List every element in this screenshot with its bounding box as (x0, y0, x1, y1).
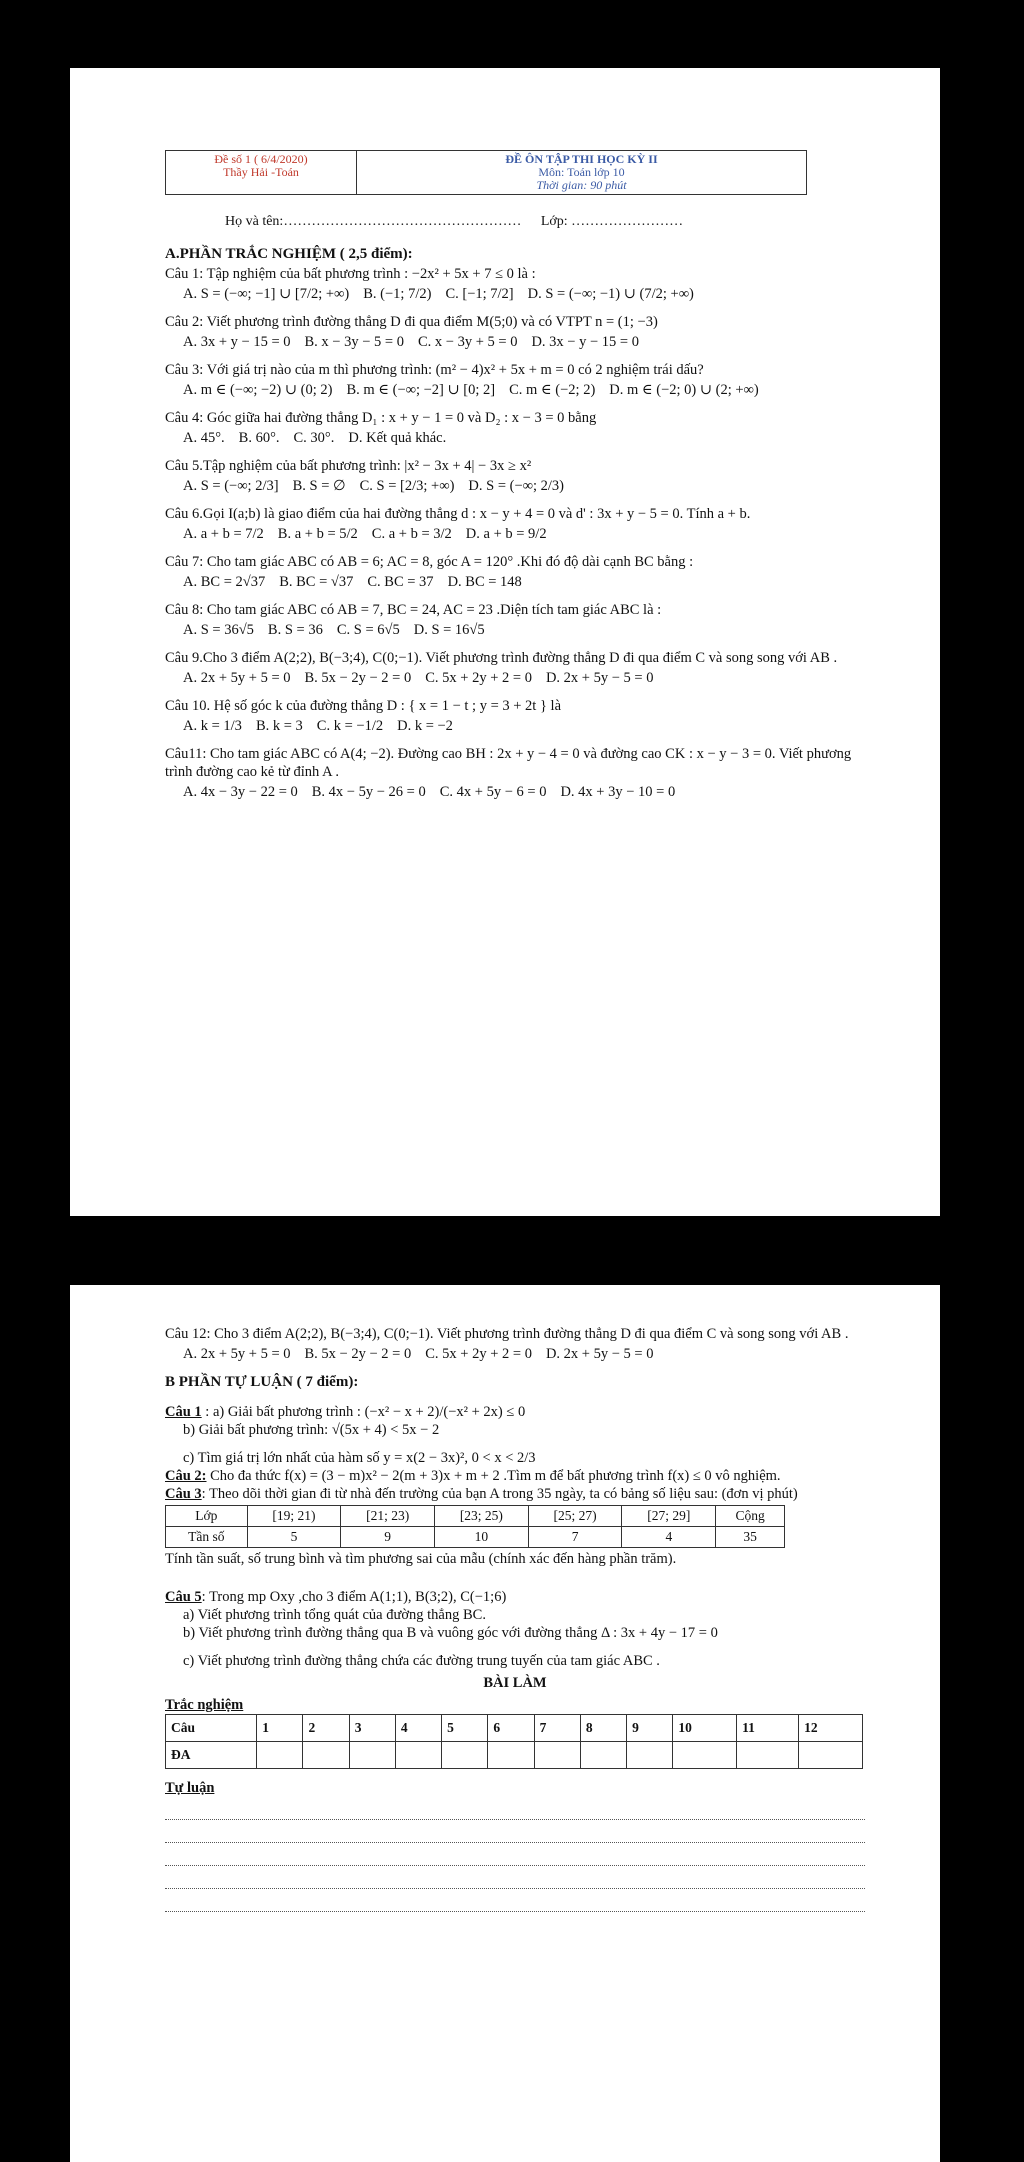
question-12-options (183, 1345, 865, 1363)
table-cell: 7 (528, 1527, 622, 1548)
option: D. 2x + 5y − 5 = 0 (545, 1346, 654, 1362)
table-cell: Tần số (166, 1527, 248, 1548)
question-3-text: Câu 3: Với giá trị nào của m thì phương trình: (m² − 4)x² + 5x + m = 0 có 2 nghiệm trái dấu? (165, 362, 704, 378)
table-cell: 3 (349, 1715, 395, 1742)
student-class-label: Lớp: …………………… (540, 214, 684, 229)
option: B. S = 36 (267, 622, 323, 638)
option: A. 2x + 5y + 5 = 0 (183, 1346, 291, 1362)
question-1-text: Câu 1: Tập nghiệm của bất phương trình : −2x² + 5x + 7 ≤ 0 là : (165, 266, 536, 282)
answer-cell[interactable] (580, 1742, 626, 1769)
table-cell: [25; 27) (528, 1506, 622, 1527)
option: B. 4x − 5y − 26 = 0 (311, 784, 426, 800)
essay-2 (165, 1467, 865, 1485)
option: D. S = 16√5 (413, 622, 485, 638)
question-list (165, 265, 865, 801)
table-cell: [19; 21) (247, 1506, 341, 1527)
question-5-options (183, 477, 865, 495)
question-9-options (183, 669, 865, 687)
answer-line[interactable] (165, 1797, 865, 1820)
essay-5c: c) Viết phương trình đường thẳng chứa các đường trung tuyến của tam giác ABC . (183, 1653, 660, 1669)
question-10-options (183, 717, 865, 735)
table-cell: 4 (622, 1527, 716, 1548)
option: B. 60°. (238, 430, 280, 446)
option: D. m ∈ (−2; 0) ∪ (2; +∞) (609, 382, 759, 398)
student-info (225, 213, 865, 231)
option: A. a + b = 7/2 (183, 526, 264, 542)
question-7-options (183, 573, 865, 591)
option: B. 5x − 2y − 2 = 0 (304, 1346, 412, 1362)
table-row (166, 1506, 785, 1527)
essay-5b: b) Viết phương trình đường thẳng qua B và vuông góc với đường thẳng Δ : 3x + 4y − 17 = 0 (183, 1625, 718, 1641)
option: A. 4x − 3y − 22 = 0 (183, 784, 298, 800)
table-cell: [21; 23) (341, 1506, 435, 1527)
essay-3 (165, 1485, 865, 1503)
essay-2-label: Câu 2: (165, 1468, 207, 1484)
table-cell: 9 (627, 1715, 673, 1742)
option: C. S = [2/3; +∞) (359, 478, 455, 494)
question-6-options (183, 525, 865, 543)
question-8-options (183, 621, 865, 639)
option: D. S = (−∞; 2/3) (468, 478, 564, 494)
option: A. S = (−∞; 2/3] (183, 478, 279, 494)
table-cell: [27; 29] (622, 1506, 716, 1527)
option: A. m ∈ (−∞; −2) ∪ (0; 2) (183, 382, 333, 398)
question-3-options (183, 381, 865, 399)
option: C. S = 6√5 (336, 622, 400, 638)
table-row (166, 1527, 785, 1548)
exam-subject: Môn: Toán lớp 10 (538, 165, 625, 179)
table-cell: Lớp (166, 1506, 248, 1527)
essay-1 (165, 1403, 865, 1421)
option: C. 4x + 5y − 6 = 0 (439, 784, 547, 800)
question-4-text: Câu 4: Góc giữa hai đường thẳng D₁ : x + y − 1 = 0 và D₂ : x − 3 = 0 bằng (165, 410, 597, 426)
answer-title: BÀI LÀM (483, 1675, 547, 1691)
option: B. 5x − 2y − 2 = 0 (304, 670, 412, 686)
table-cell: 4 (395, 1715, 441, 1742)
student-name-label: Họ và tên:…………………………………………… (225, 214, 522, 229)
option: C. [−1; 7/2] (445, 286, 514, 302)
essay-3-label: Câu 3 (165, 1486, 202, 1502)
option: D. BC = 148 (447, 574, 522, 590)
question-2-text: Câu 2: Viết phương trình đường thẳng D đi qua điểm M(5;0) và có VTPT n = (1; −3) (165, 314, 658, 330)
answer-line[interactable] (165, 1866, 865, 1889)
answer-cell[interactable] (349, 1742, 395, 1769)
page-2 (70, 1285, 940, 2162)
mc-label: Trắc nghiệm (165, 1697, 244, 1713)
exam-header (165, 150, 807, 195)
question-9-text: Câu 9.Cho 3 điểm A(2;2), B(−3;4), C(0;−1). Viết phương trình đường thẳng D đi qua điểm C và song song với AB . (165, 650, 838, 666)
option: B. S = ∅ (292, 478, 346, 494)
question-12-text: Câu 12: Cho 3 điểm A(2;2), B(−3;4), C(0;−1). Viết phương trình đường thẳng D đi qua điểm C và song song với AB . (165, 1326, 849, 1342)
essay-5 (165, 1588, 865, 1606)
table-cell: Câu (166, 1715, 257, 1742)
question-5-text: Câu 5.Tập nghiệm của bất phương trình: |x² − 3x + 4| − 3x ≥ x² (165, 458, 532, 474)
option: B. k = 3 (255, 718, 303, 734)
option: B. BC = √37 (279, 574, 354, 590)
option: D. k = −2 (397, 718, 453, 734)
table-row (166, 1742, 863, 1769)
answer-cell[interactable] (627, 1742, 673, 1769)
exam-number: Đề số 1 ( 6/4/2020) (214, 152, 308, 166)
question-8-text: Câu 8: Cho tam giác ABC có AB = 7, BC = 24, AC = 23 .Diện tích tam giác ABC là : (165, 602, 662, 618)
option: D. 2x + 5y − 5 = 0 (545, 670, 654, 686)
option: A. BC = 2√37 (183, 574, 266, 590)
option: B. x − 3y − 5 = 0 (304, 334, 404, 350)
option: C. BC = 37 (367, 574, 434, 590)
table-cell: ĐA (166, 1742, 257, 1769)
question-4-options (183, 429, 865, 447)
answer-cell[interactable] (534, 1742, 580, 1769)
option: D. 4x + 3y − 10 = 0 (560, 784, 676, 800)
question-11-text: Câu11: Cho tam giác ABC có A(4; −2). Đường cao BH : 2x + y − 4 = 0 và đường cao CK : x − y − 3 = 0. Viết phương trình đường cao kẻ từ đỉnh A . (165, 746, 852, 780)
option: D. S = (−∞; −1) ∪ (7/2; +∞) (527, 286, 694, 302)
option: A. S = 36√5 (183, 622, 254, 638)
question-1-options (183, 285, 865, 303)
essay-2-text: Cho đa thức f(x) = (3 − m)x² − 2(m + 3)x + m + 2 .Tìm m để bất phương trình f(x) ≤ 0 vô nghiệm. (210, 1468, 781, 1484)
essay-label: Tự luận (165, 1780, 215, 1796)
option: D. Kết quả khác. (348, 430, 447, 446)
question-2-options (183, 333, 865, 351)
option: A. k = 1/3 (183, 718, 242, 734)
table-cell: 10 (673, 1715, 737, 1742)
teacher-name: Thầy Hải -Toán (223, 165, 299, 179)
table-cell: 7 (534, 1715, 580, 1742)
option: C. 30°. (293, 430, 335, 446)
option: B. m ∈ (−∞; −2] ∪ [0; 2] (346, 382, 496, 398)
frequency-table (165, 1505, 785, 1548)
answer-line[interactable] (165, 1889, 865, 1912)
table-cell: 8 (580, 1715, 626, 1742)
exam-time: Thời gian: 90 phút (536, 178, 627, 192)
table-cell: [23; 25) (435, 1506, 529, 1527)
answer-cell[interactable] (442, 1742, 488, 1769)
option: C. x − 3y + 5 = 0 (417, 334, 518, 350)
answer-cell[interactable] (395, 1742, 441, 1769)
table-cell: 35 (716, 1527, 785, 1548)
table-cell: Cộng (716, 1506, 785, 1527)
exam-title: ĐỀ ÔN TẬP THI HỌC KỲ II (505, 152, 658, 166)
option: C. 5x + 2y + 2 = 0 (425, 670, 532, 686)
question-10-text: Câu 10. Hệ số góc k của đường thẳng D : { x = 1 − t ; y = 3 + 2t } là (165, 698, 562, 714)
question-6-text: Câu 6.Gọi I(a;b) là giao điểm của hai đường thẳng d : x − y + 4 = 0 và d' : 3x + y − 5 = 0. Tính a + b. (165, 506, 751, 522)
option: D. a + b = 9/2 (465, 526, 547, 542)
table-cell: 10 (435, 1527, 529, 1548)
answer-cell[interactable] (303, 1742, 349, 1769)
table-cell: 5 (247, 1527, 341, 1548)
essay-1b: b) Giải bất phương trình: √(5x + 4) < 5x − 2 (183, 1422, 440, 1438)
page-1 (70, 68, 940, 1216)
option: A. 3x + y − 15 = 0 (183, 334, 291, 350)
option: A. 2x + 5y + 5 = 0 (183, 670, 291, 686)
option: B. (−1; 7/2) (363, 286, 432, 302)
answer-table (165, 1714, 863, 1769)
option: C. 5x + 2y + 2 = 0 (425, 1346, 532, 1362)
essay-5-label: Câu 5 (165, 1589, 202, 1605)
part-a-title: A.PHẦN TRẮC NGHIỆM ( 2,5 điểm): (165, 246, 413, 262)
option: A. 45°. (183, 430, 225, 446)
option: D. 3x − y − 15 = 0 (531, 334, 639, 350)
answer-cell[interactable] (673, 1742, 737, 1769)
table-cell: 6 (488, 1715, 534, 1742)
option: C. k = −1/2 (316, 718, 384, 734)
option: C. m ∈ (−2; 2) (509, 382, 596, 398)
essay-3-text: : Theo dõi thời gian đi từ nhà đến trường của bạn A trong 35 ngày, ta có bảng số liệu sau: (đơn vị phút) (201, 1486, 798, 1502)
part-b-title: B PHẦN TỰ LUẬN ( 7 điểm): (165, 1374, 359, 1390)
essay-1c: c) Tìm giá trị lớn nhất của hàm số y = x(2 − 3x)², 0 < x < 2/3 (183, 1450, 536, 1466)
table-cell: 11 (737, 1715, 799, 1742)
essay-5a: a) Viết phương trình tổng quát của đường thẳng BC. (183, 1607, 486, 1623)
option: A. S = (−∞; −1] ∪ [7/2; +∞) (183, 286, 350, 302)
table-cell: 2 (303, 1715, 349, 1742)
answer-line[interactable] (165, 1843, 865, 1866)
answer-cell[interactable] (799, 1742, 863, 1769)
essay-1a: : a) Giải bất phương trình : (−x² − x + 2)/(−x² + 2x) ≤ 0 (205, 1404, 526, 1420)
answer-cell[interactable] (257, 1742, 303, 1769)
answer-line[interactable] (165, 1820, 865, 1843)
essay-1-label: Câu 1 (165, 1404, 202, 1420)
question-7-text: Câu 7: Cho tam giác ABC có AB = 6; AC = 8, góc A = 120° .Khi đó độ dài cạnh BC bằng : (165, 554, 694, 570)
option: B. a + b = 5/2 (277, 526, 358, 542)
table-cell: 1 (257, 1715, 303, 1742)
table-row (166, 1715, 863, 1742)
essay-5-text: : Trong mp Oxy ,cho 3 điểm A(1;1), B(3;2), C(−1;6) (201, 1589, 507, 1605)
table-cell: 5 (442, 1715, 488, 1742)
table-cell: 9 (341, 1527, 435, 1548)
table-cell: 12 (799, 1715, 863, 1742)
answer-cell[interactable] (737, 1742, 799, 1769)
option: C. a + b = 3/2 (371, 526, 452, 542)
answer-cell[interactable] (488, 1742, 534, 1769)
question-11-options (183, 783, 865, 801)
essay-3-note: Tính tần suất, số trung bình và tìm phương sai của mẫu (chính xác đến hàng phần trăm). (165, 1551, 677, 1567)
